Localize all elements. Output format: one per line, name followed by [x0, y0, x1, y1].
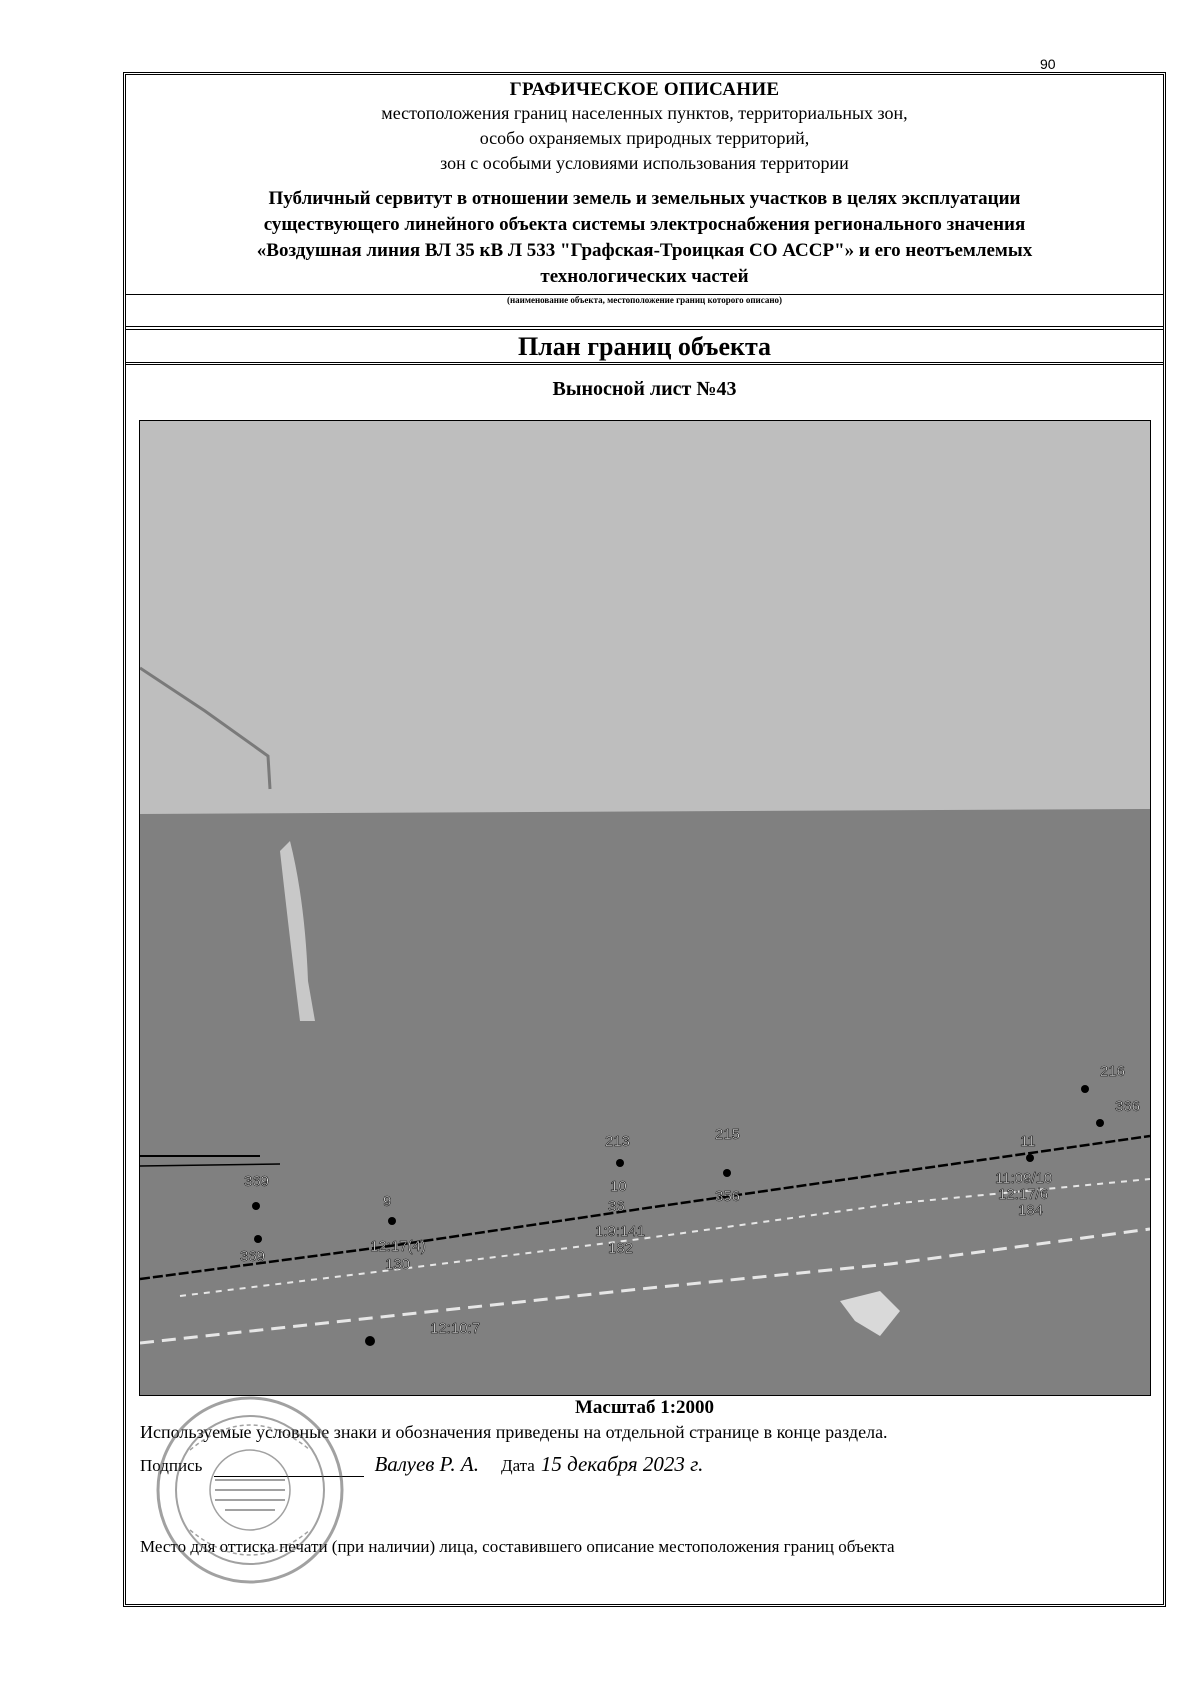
- map-label: 12:17(4): [370, 1238, 426, 1255]
- map-label: 11:09/10: [995, 1170, 1053, 1187]
- object-name: [126, 186, 1163, 290]
- map-label: 184: [1018, 1202, 1044, 1219]
- map-label: 10: [610, 1178, 627, 1195]
- sheet-title: Выносной лист №43: [552, 378, 737, 400]
- map-label: 369: [240, 1248, 266, 1265]
- boundary-point: [365, 1336, 375, 1346]
- map-label: 213: [605, 1133, 631, 1150]
- boundary-point: [723, 1169, 731, 1177]
- map-label: 1:9:141: [595, 1223, 646, 1240]
- legend-note: Используемые условные знаки и обозначения приведены на отдельной странице в конце раздела.: [140, 1422, 888, 1442]
- map-label: 182: [608, 1240, 634, 1257]
- page-number: 90: [1040, 56, 1056, 72]
- map-label: 11: [1020, 1133, 1036, 1150]
- header: [126, 75, 1163, 365]
- document-title: ГРАФИЧЕСКОЕ ОПИСАНИЕ: [509, 79, 780, 100]
- map-label: 356: [715, 1188, 741, 1205]
- subtitle-line-3: зон с особыми условиями использования территории: [440, 153, 849, 173]
- signature-label: Подпись: [140, 1456, 203, 1475]
- object-line-1: Публичный сервитут в отношении земель и земельных участков в целях эксплуатации: [268, 188, 1021, 209]
- map-label: 36: [608, 1198, 625, 1215]
- boundary-point: [388, 1217, 396, 1225]
- map-label: 12:10:7: [430, 1320, 481, 1337]
- map-label: 12:17/6: [998, 1186, 1049, 1203]
- object-line-3: «Воздушная линия ВЛ 35 кВ Л 533 "Графская-Троицкая СО АССР"» и его неотъемлемых: [256, 240, 1033, 261]
- signer-name: Валуев Р. А.: [374, 1452, 479, 1476]
- stamp-note: Место для оттиска печати (при наличии) лица, составившего описание местоположения границ объекта: [140, 1537, 895, 1556]
- object-caption: (наименование объекта, местоположение границ которого описано): [506, 295, 783, 305]
- map-label: 216: [1100, 1063, 1126, 1080]
- map-view: [139, 420, 1151, 1396]
- boundary-point: [1026, 1154, 1034, 1162]
- object-line-4: технологических частей: [540, 266, 749, 287]
- boundary-point: [1081, 1085, 1089, 1093]
- map-label: 366: [1115, 1098, 1141, 1115]
- header-divider-2: [126, 326, 1163, 327]
- map-label: 9: [383, 1193, 392, 1210]
- map-label: 130: [385, 1256, 411, 1273]
- object-line-2: существующего линейного объекта системы электроснабжения регионального значения: [263, 214, 1026, 235]
- boundary-point: [254, 1235, 262, 1243]
- document-frame: [123, 72, 1166, 1607]
- map-scale: Масштаб 1:2000: [574, 1397, 715, 1418]
- map-label: 369: [244, 1173, 270, 1190]
- date-label: Дата: [500, 1456, 535, 1475]
- boundary-point: [616, 1159, 624, 1167]
- boundary-point: [1096, 1119, 1104, 1127]
- subtitle-line-2: особо охраняемых природных территорий,: [479, 128, 810, 148]
- boundary-point: [252, 1202, 260, 1210]
- map-label: 215: [715, 1126, 741, 1143]
- map-svg: [140, 421, 1150, 1395]
- seal-stamp: [150, 1390, 350, 1590]
- subtitle-line-1: местоположения границ населенных пунктов, территориальных зон,: [381, 103, 908, 123]
- plan-title: План границ объекта: [126, 329, 1163, 365]
- date-value: 15 декабря 2023 г.: [540, 1452, 704, 1476]
